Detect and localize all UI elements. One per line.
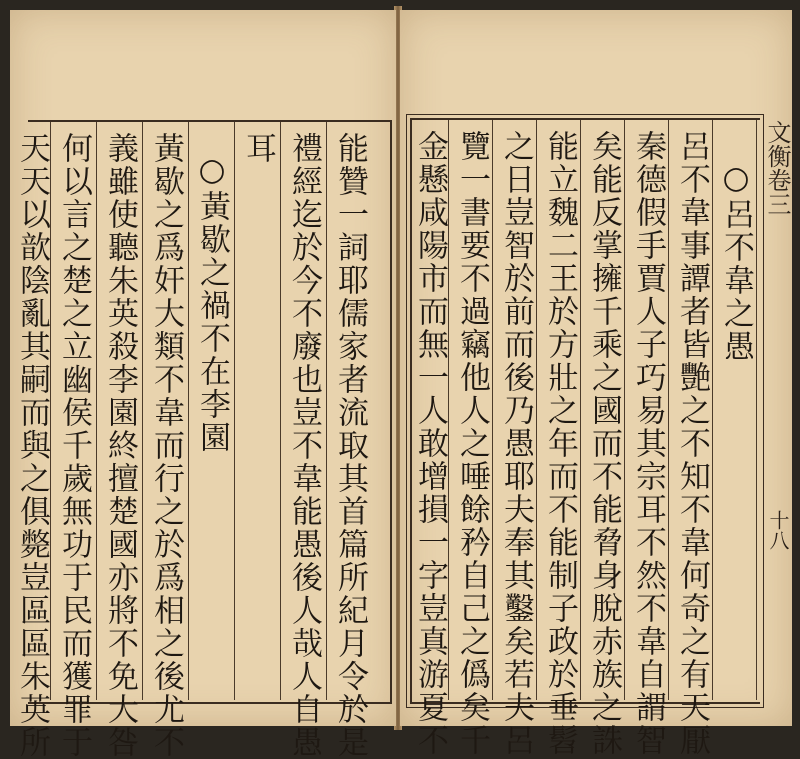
text-column: 耳 bbox=[240, 132, 276, 165]
left-page bbox=[10, 10, 396, 759]
column-rule bbox=[96, 122, 97, 700]
column-rule bbox=[448, 120, 449, 700]
text-column: 禮經迄於今不廢也豈不韋能愚後人哉人自愚 bbox=[286, 132, 322, 759]
text-column: 秦德假手賈人子巧易其宗耳不然不韋自謂智 bbox=[630, 130, 666, 757]
text-column: 何以言之楚之立幽侯千歲無功于民而獲罪于 bbox=[56, 132, 92, 759]
column-rule bbox=[756, 120, 757, 700]
column-rule bbox=[536, 120, 537, 700]
text-column: 呂不韋事譚者皆艷之不知不韋何奇之有天厭 bbox=[674, 130, 710, 757]
text-column: 金懸咸陽市而無一人敢增損一字豈真游夏不 bbox=[412, 130, 448, 757]
column-rule bbox=[142, 122, 143, 700]
column-rule bbox=[492, 120, 493, 700]
text-column: 之日豈智於前而後乃愚耶夫奉其鑿矣若夫呂 bbox=[498, 130, 534, 757]
column-rule bbox=[580, 120, 581, 700]
text-column: 能贊一詞耶儒家者流取其首篇所紀月令於是 bbox=[332, 132, 368, 759]
text-column: 能立魏二王於方壯之年而不能制子政於垂髫 bbox=[542, 130, 578, 757]
text-column: 義雖使聽朱英殺李園終擅楚國亦將不免大咎 bbox=[102, 132, 138, 759]
text-column: 矣能反掌擁千乘之國而不能脅身脫赤族之誅 bbox=[586, 130, 622, 757]
section-heading: ○呂不韋之愚 bbox=[718, 160, 754, 363]
margin-title: 文衡卷三 bbox=[763, 120, 791, 216]
section-heading: ○黃歇之禍不在李園 bbox=[194, 152, 230, 454]
text-column: 天天以歆陰亂其嗣而與之俱斃豈區區朱英所 bbox=[14, 132, 50, 759]
column-rule bbox=[188, 122, 189, 700]
right-page bbox=[400, 10, 792, 757]
column-rule bbox=[50, 122, 51, 700]
text-column: 覽一書要不過竊他人之唾餘矜自己之僞矣千 bbox=[454, 130, 490, 757]
column-rule bbox=[712, 120, 713, 700]
column-rule bbox=[326, 122, 327, 700]
column-rule bbox=[280, 122, 281, 700]
text-column: 黃歇之爲奸大類不韋而行之於爲相之後尤不 bbox=[148, 132, 184, 759]
column-rule bbox=[234, 122, 235, 700]
column-rule bbox=[624, 120, 625, 700]
page-number: 十八 bbox=[766, 510, 790, 550]
column-rule bbox=[668, 120, 669, 700]
